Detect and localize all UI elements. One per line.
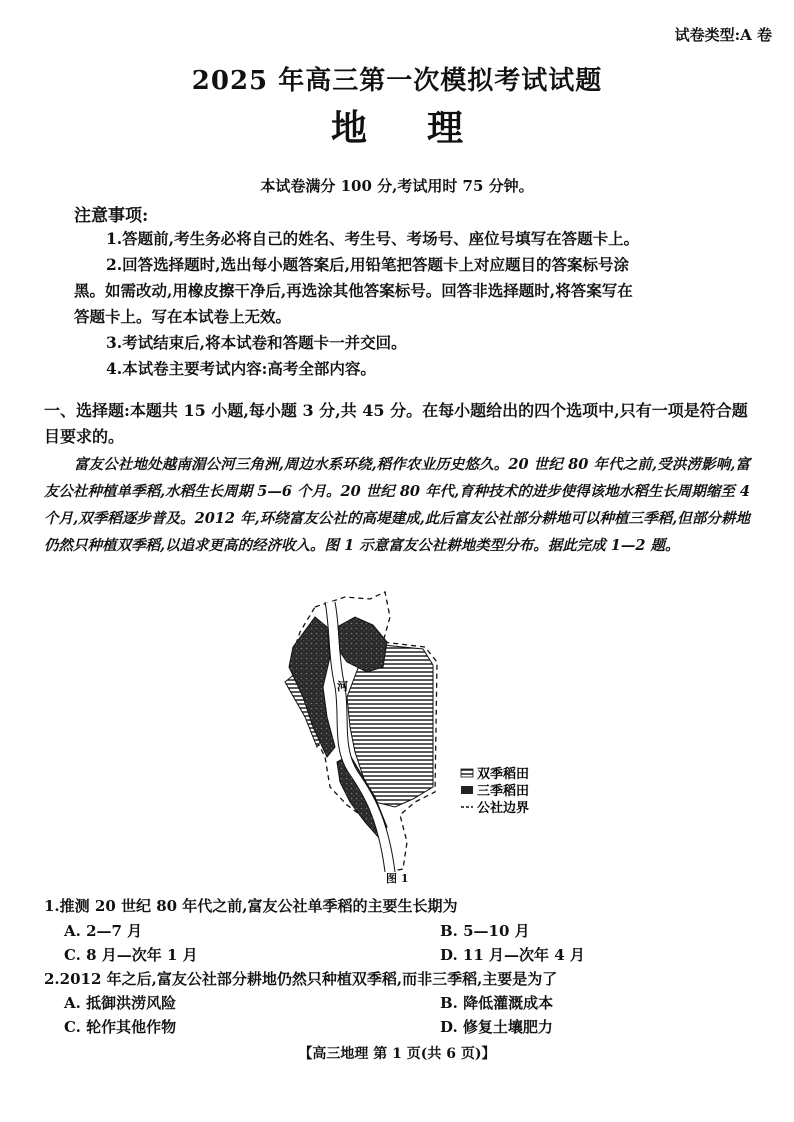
question-2-option-c: C. 轮作其他作物 bbox=[64, 1018, 177, 1036]
section-heading: 一、选择题:本题共 15 小题,每小题 3 分,共 45 分。在每小题给出的四个选项中,只有一项是符合题目要求的。 bbox=[44, 401, 748, 446]
question-1-option-d: D. 11 月—次年 4 月 bbox=[440, 946, 585, 964]
note-item-1: 1.答题前,考生务必将自己的姓名、考生号、考场号、座位号填写在答题卡上。 bbox=[106, 229, 640, 248]
legend-boundary-label: 公社边界 bbox=[477, 801, 530, 816]
notes-heading: 注意事项: bbox=[74, 206, 149, 226]
exam-info: 本试卷满分 100 分,考试用时 75 分钟。 bbox=[260, 177, 534, 195]
river-label: 河 bbox=[337, 680, 348, 693]
map-legend bbox=[461, 766, 529, 816]
figure-caption: 图 1 bbox=[386, 872, 409, 885]
question-2-option-d: D. 修复土壤肥力 bbox=[440, 1018, 553, 1036]
subject-title: 地理 bbox=[330, 107, 523, 149]
question-1-stem: 1.推测 20 世纪 80 年代之前,富友公社单季稻的主要生长期为 bbox=[44, 897, 458, 915]
triple-season-area-north bbox=[335, 617, 387, 672]
paper-type-label: 试卷类型:A 卷 bbox=[674, 26, 772, 44]
map-graphic bbox=[275, 587, 555, 872]
question-1-option-a: A. 2—7 月 bbox=[64, 922, 143, 940]
note-item-2-line-3: 答题卡上。写在本试卷上无效。 bbox=[74, 307, 292, 326]
question-2-stem: 2.2012 年之后,富友公社部分耕地仍然只种植双季稻,而非三季稻,主要是为了 bbox=[44, 970, 558, 988]
note-item-4: 4.本试卷主要考试内容:高考全部内容。 bbox=[106, 359, 376, 378]
note-item-2-line-2: 黑。如需改动,用橡皮擦干净后,再选涂其他答案标号。回答非选择题时,将答案写在 bbox=[74, 281, 633, 300]
figure-1-map bbox=[275, 587, 555, 876]
note-item-3: 3.考试结束后,将本试卷和答题卡一并交回。 bbox=[106, 333, 407, 352]
question-2-option-a: A. 抵御洪涝风险 bbox=[64, 994, 177, 1012]
legend-double-label: 双季稻田 bbox=[477, 767, 530, 782]
reading-material: 富友公社地处越南湄公河三角洲,周边水系环绕,稻作农业历史悠久。20 世纪 80 年代之前,受洪涝影响,富友公社种植单季稻,水稻生长周期 5—6 个月。20 世纪 80 年代,育种技术的进步使得该地水稻生长周期缩至 4 个月,双季稻逐步普及。2012 年,环绕富友公社的高堤建成,此后富友公社部分耕地可以种植三季稻,但部分耕地仍然只种植双季稻,以追求更高的经济收入。图 1 示意富友公社耕地类型分布。据此完成 1—2 题。 bbox=[44, 456, 750, 554]
legend-triple-label: 三季稻田 bbox=[477, 784, 530, 799]
question-1-option-c: C. 8 月—次年 1 月 bbox=[64, 946, 198, 964]
legend-triple-swatch bbox=[461, 786, 473, 794]
legend-double-swatch bbox=[461, 769, 473, 777]
question-2-option-b: B. 降低灌溉成本 bbox=[440, 994, 554, 1012]
exam-title: 2025 年高三第一次模拟考试试题 bbox=[191, 66, 603, 96]
page-footer: 【高三地理 第 1 页(共 6 页)】 bbox=[298, 1046, 496, 1062]
note-item-2-line-1: 2.回答选择题时,选出每小题答案后,用铅笔把答题卡上对应题目的答案标号涂 bbox=[106, 255, 629, 274]
question-1-option-b: B. 5—10 月 bbox=[440, 922, 530, 940]
